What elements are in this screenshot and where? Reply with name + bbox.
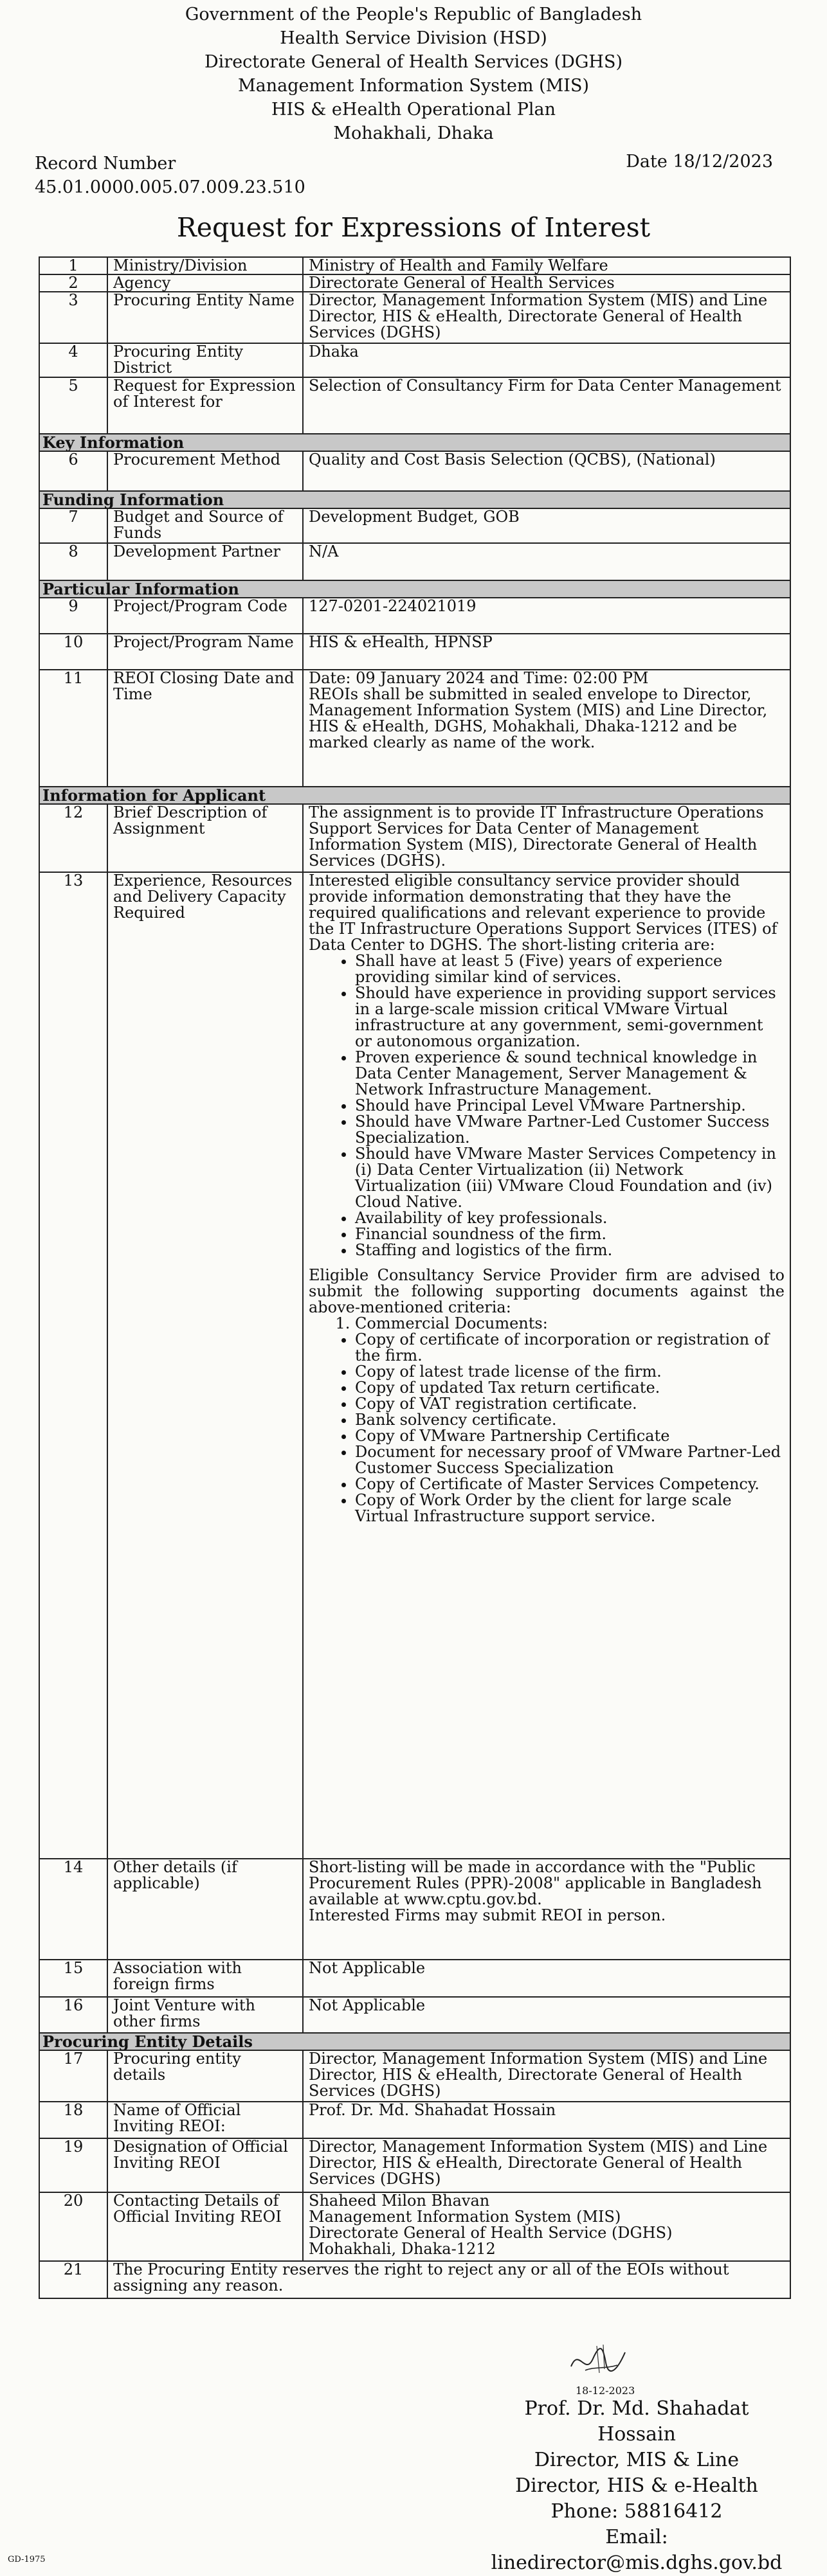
list-item: • Copy of VAT registration certificate. xyxy=(355,1396,785,1412)
footer-code: GD-1975 xyxy=(8,2555,46,2564)
header-line: Health Service Division (HSD) xyxy=(280,28,547,48)
table-row xyxy=(39,2102,790,2138)
row-number: 4 xyxy=(39,343,107,377)
table-row xyxy=(39,2050,790,2102)
table-row xyxy=(39,274,790,292)
signatory-name: Hossain xyxy=(597,2423,676,2446)
row-value: HIS & eHealth, HPNSP xyxy=(303,634,790,670)
row-number: 10 xyxy=(39,634,107,670)
section-header xyxy=(39,491,790,508)
row-label: Procurement Method xyxy=(107,451,303,491)
row-number: 14 xyxy=(39,1859,107,1960)
row-label: REOI Closing Date and Time xyxy=(107,670,303,787)
contact-line: Shaheed Milon Bhavan xyxy=(309,2192,490,2210)
section-funding-information: Funding Information xyxy=(39,491,790,508)
contact-line: Directorate General of Health Service (DGHS) xyxy=(309,2224,673,2242)
row-label: Procuring entity details xyxy=(107,2050,303,2102)
row-label: Procuring Entity Name xyxy=(107,292,303,343)
header-line: Mohakhali, Dhaka xyxy=(333,123,494,143)
shortlisting-criteria xyxy=(309,953,785,1258)
documents-intro: Eligible Consultancy Service Provider firm are advised to submit the following supporting documents against the above-mentioned criteria: xyxy=(309,1266,785,1316)
row-value: Not Applicable xyxy=(303,1997,790,2033)
row-label: Brief Description of Assignment xyxy=(107,804,303,872)
row-value xyxy=(303,2192,790,2261)
row-number: 21 xyxy=(39,2261,107,2298)
row-number: 6 xyxy=(39,451,107,491)
row-label: Project/Program Code xyxy=(107,598,303,634)
table-row xyxy=(39,598,790,634)
row-value: Dhaka xyxy=(303,343,790,377)
list-item: • Should have Principal Level VMware Partnership. xyxy=(355,1098,785,1114)
list-item: • Copy of latest trade license of the firm. xyxy=(355,1364,785,1380)
table-row xyxy=(39,257,790,274)
list-item: • Staffing and logistics of the firm. xyxy=(355,1242,785,1258)
contact-line: Mohakhali, Dhaka-1212 xyxy=(309,2240,496,2258)
documents-heading-list xyxy=(309,1316,785,1332)
signatory-name: Prof. Dr. Md. Shahadat xyxy=(524,2397,749,2420)
row-label: Request for Expression of Interest for xyxy=(107,377,303,434)
table-row xyxy=(39,451,790,491)
table-row xyxy=(39,292,790,343)
row-label: Other details (if applicable) xyxy=(107,1859,303,1960)
submission-instructions: REOIs shall be submitted in sealed envelope to Director, Management Information System (MIS) and Line Director, HIS & eHealth, DGHS, Mohakhali, Dhaka-1212 and be marked clearly as name of the work. xyxy=(309,685,768,751)
row-label: Name of Official Inviting REOI: xyxy=(107,2102,303,2138)
header-line: HIS & eHealth Operational Plan xyxy=(271,100,556,120)
header-line: Government of the People's Republic of Bangladesh xyxy=(185,4,642,24)
section-procuring-entity-details: Procuring Entity Details xyxy=(39,2033,790,2050)
table-row xyxy=(39,804,790,872)
row-label: Experience, Resources and Delivery Capacity Required xyxy=(107,872,303,1859)
header-line: Management Information System (MIS) xyxy=(237,76,589,96)
signatory-designation: Director, MIS & Line xyxy=(534,2449,740,2471)
list-item: • Proven experience & sound technical knowledge in Data Center Management, Server Management & Network Infrastructure Management. xyxy=(355,1050,785,1098)
record-label: Record Number xyxy=(35,154,176,174)
signatory-email: Email: linedirector@mis.dghs.gov.bd xyxy=(491,2526,783,2574)
row-value: 127-0201-224021019 xyxy=(303,598,790,634)
table-row xyxy=(39,670,790,787)
record-block xyxy=(35,152,305,199)
row-label: Designation of Official Inviting REOI xyxy=(107,2138,303,2192)
list-item: • Copy of certificate of incorporation or registration of the firm. xyxy=(355,1332,785,1364)
table-row xyxy=(39,508,790,543)
row-value: Director, Management Information System (MIS) and Line Director, HIS & eHealth, Directorate General of Health Services (DGHS) xyxy=(303,292,790,343)
table-row xyxy=(39,1960,790,1997)
row-value: Director, Management Information System (MIS) and Line Director, HIS & eHealth, Directorate General of Health Services (DGHS) xyxy=(303,2050,790,2102)
list-item: • Copy of VMware Partnership Certificate xyxy=(355,1428,785,1444)
row-number: 18 xyxy=(39,2102,107,2138)
row-value xyxy=(303,670,790,787)
signature-date: 18-12-2023 xyxy=(576,2384,635,2397)
row-value xyxy=(303,872,790,1859)
row-value: The assignment is to provide IT Infrastructure Operations Support Services for Data Center of Management Information System (MIS), Directorate General of Health Services (DGHS). xyxy=(303,804,790,872)
row-label: Association with foreign firms xyxy=(107,1960,303,1997)
page-title: Request for Expressions of Interest xyxy=(176,212,651,243)
table-row xyxy=(39,2138,790,2192)
signatory-phone: Phone: 58816412 xyxy=(550,2500,723,2523)
row-value: The Procuring Entity reserves the right to reject any or all of the EOIs without assigning any reason. xyxy=(107,2261,790,2298)
row-label: Procuring Entity District xyxy=(107,343,303,377)
row-number: 1 xyxy=(39,257,107,274)
row-label: Joint Venture with other firms xyxy=(107,1997,303,2033)
list-item: • Copy of Work Order by the client for large scale Virtual Infrastructure support service. xyxy=(355,1492,785,1525)
government-header xyxy=(0,3,827,145)
list-item: • Financial soundness of the firm. xyxy=(355,1226,785,1242)
row-value: Ministry of Health and Family Welfare xyxy=(303,257,790,274)
closing-date: Date: 09 January 2024 and Time: 02:00 PM xyxy=(309,669,649,687)
record-number: 45.01.0000.005.07.009.23.510 xyxy=(35,177,305,197)
row-number: 19 xyxy=(39,2138,107,2192)
row-number: 9 xyxy=(39,598,107,634)
row-value: Director, Management Information System (MIS) and Line Director, HIS & eHealth, Directorate General of Health Services (DGHS) xyxy=(303,2138,790,2192)
row-number: 5 xyxy=(39,377,107,434)
list-item: • Should have VMware Partner-Led Customer Success Specialization. xyxy=(355,1114,785,1146)
contact-line: Management Information System (MIS) xyxy=(309,2208,621,2226)
row-value xyxy=(303,1859,790,1960)
row-value: Selection of Consultancy Firm for Data Center Management xyxy=(303,377,790,434)
section-header xyxy=(39,787,790,804)
row-label: Contacting Details of Official Inviting REOI xyxy=(107,2192,303,2261)
row-number: 17 xyxy=(39,2050,107,2102)
table-row xyxy=(39,2192,790,2261)
row-number: 15 xyxy=(39,1960,107,1997)
row-value: Not Applicable xyxy=(303,1960,790,1997)
list-item: • Should have experience in providing support services in a large-scale mission critical VMware Virtual infrastructure at any government, semi-government or autonomous organization. xyxy=(355,985,785,1050)
row-label: Ministry/Division xyxy=(107,257,303,274)
row-value: Development Budget, GOB xyxy=(303,508,790,543)
row-number: 8 xyxy=(39,543,107,580)
section-key-information: Key Information xyxy=(39,434,790,451)
header-line: Directorate General of Health Services (DGHS) xyxy=(204,52,623,72)
supporting-documents xyxy=(309,1332,785,1525)
signature-mark xyxy=(566,2341,630,2379)
row-number: 11 xyxy=(39,670,107,787)
list-item: • Bank solvency certificate. xyxy=(355,1412,785,1428)
row-number: 13 xyxy=(39,872,107,1859)
document-date: Date 18/12/2023 xyxy=(626,152,773,172)
table-row xyxy=(39,2261,790,2298)
section-particular-information: Particular Information xyxy=(39,580,790,598)
section-information-for-applicant: Information for Applicant xyxy=(39,787,790,804)
table-row xyxy=(39,634,790,670)
row-number: 16 xyxy=(39,1997,107,2033)
row-number: 20 xyxy=(39,2192,107,2261)
table-row xyxy=(39,343,790,377)
signatory-designation: Director, HIS & e-Health xyxy=(515,2474,758,2497)
reoi-table xyxy=(39,256,791,2299)
row-number: 7 xyxy=(39,508,107,543)
list-item: • Availability of key professionals. xyxy=(355,1210,785,1226)
row-value: N/A xyxy=(303,543,790,580)
table-row xyxy=(39,1997,790,2033)
list-item: • Copy of updated Tax return certificate. xyxy=(355,1380,785,1396)
section-header xyxy=(39,2033,790,2050)
table-row xyxy=(39,872,790,1859)
row-number: 3 xyxy=(39,292,107,343)
row-value: Prof. Dr. Md. Shahadat Hossain xyxy=(303,2102,790,2138)
list-item: • Document for necessary proof of VMware Partner-Led Customer Success Specialization xyxy=(355,1444,785,1476)
list-item: • Copy of Certificate of Master Services Competency. xyxy=(355,1476,785,1492)
row-value: Directorate General of Health Services xyxy=(303,274,790,292)
shortlisting-note: Short-listing will be made in accordance with the "Public Procurement Rules (PPR)-2008" applicable in Bangladesh available at www.cptu.gov.bd. xyxy=(309,1858,762,1908)
section-header xyxy=(39,434,790,451)
row-label: Agency xyxy=(107,274,303,292)
table-row xyxy=(39,1859,790,1960)
section-header xyxy=(39,580,790,598)
submission-note: Interested Firms may submit REOI in person. xyxy=(309,1906,666,1924)
list-item: • Should have VMware Master Services Competency in (i) Data Center Virtualization (ii) Network Virtualization (iii) VMware Cloud Foundation and (iv) Cloud Native. xyxy=(355,1146,785,1210)
table-row xyxy=(39,543,790,580)
row-value: Quality and Cost Basis Selection (QCBS), (National) xyxy=(303,451,790,491)
signature-block xyxy=(489,2396,785,2576)
list-item: • Shall have at least 5 (Five) years of experience providing similar kind of services. xyxy=(355,953,785,985)
documents-heading: 1. Commercial Documents: xyxy=(355,1316,785,1332)
row-label: Project/Program Name xyxy=(107,634,303,670)
row-number: 2 xyxy=(39,274,107,292)
row-label: Development Partner xyxy=(107,543,303,580)
row-label: Budget and Source of Funds xyxy=(107,508,303,543)
criteria-intro: Interested eligible consultancy service provider should provide information demonstrating that they have the required qualifications and relevant experience to provide the IT Infrastructure Operations Support Services (ITES) of Data Center to DGHS. The short-listing criteria are: xyxy=(309,872,777,954)
row-number: 12 xyxy=(39,804,107,872)
table-row xyxy=(39,377,790,434)
